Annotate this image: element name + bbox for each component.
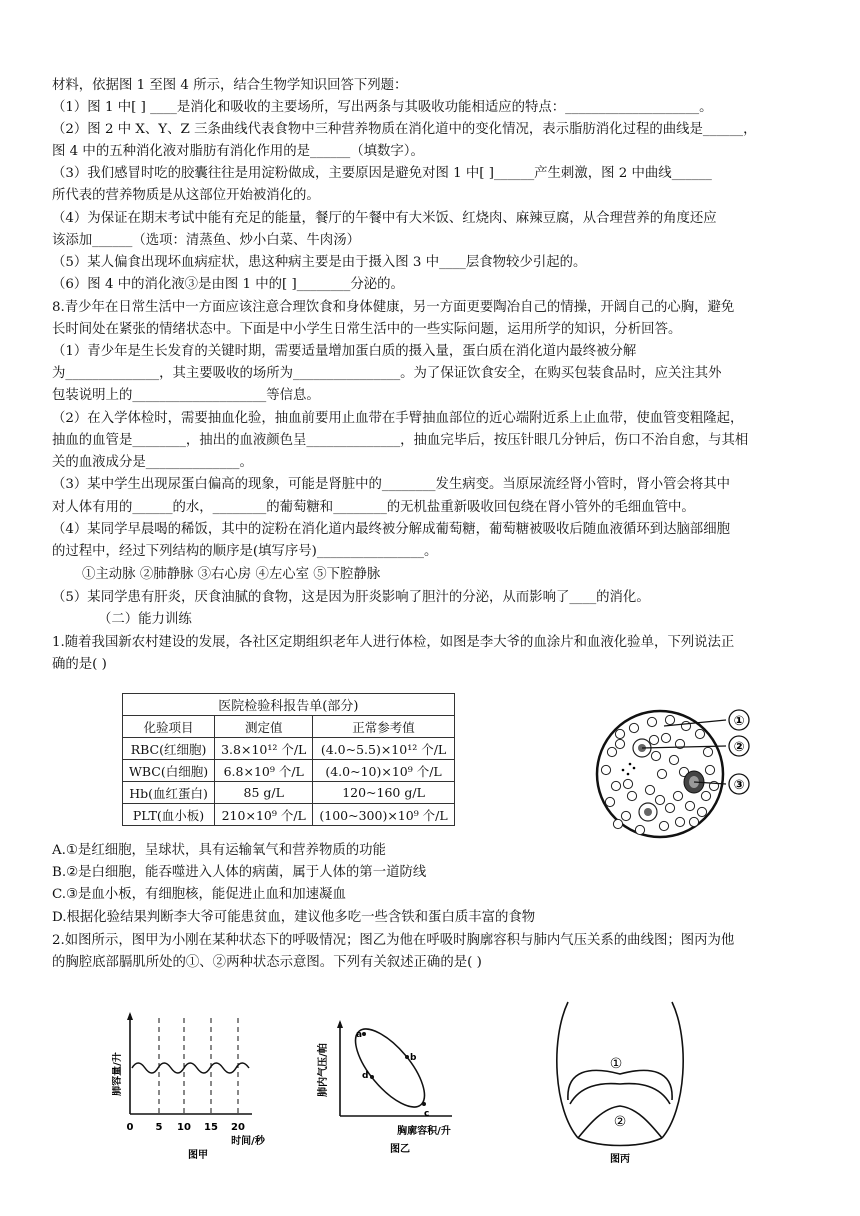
- red-blood-cell: [665, 715, 674, 724]
- question-line: 的胸腔底部膈肌所处的①、②两种状态示意图。下列有关叙述正确的是( ): [52, 955, 482, 970]
- red-blood-cell: [649, 735, 658, 744]
- red-blood-cell: [629, 723, 638, 732]
- figure-jia: [112, 1012, 277, 1162]
- state-label-2: ②: [613, 1114, 627, 1130]
- table-row: [123, 760, 455, 782]
- red-blood-cell: [675, 817, 684, 826]
- red-blood-cell: [661, 733, 670, 742]
- question-line: 1.随着我国新农村建设的发展，各社区定期组织老年人进行体检，如图是李大爷的血涂片和血液化验单，下列说法正: [52, 635, 735, 650]
- option-d: D.根据化验结果判断李大爷可能患贫血，建议他多吃一些含铁和蛋白质丰富的食物: [52, 910, 536, 925]
- question-line: （1）图 1 中[ ] ____是消化和吸收的主要场所，写出两条与其吸收功能相适应的特点：____________________。: [52, 100, 713, 115]
- question-line: （5）某人偏食出现坏血病症状，患这种病主要是由于摄入图 3 中____层食物较少引起的。: [52, 255, 587, 270]
- point-d: d: [362, 1071, 369, 1081]
- cell-nucleus: [644, 808, 652, 816]
- question-line: 8.青少年在日常生活中一方面应该注意合理饮食和身体健康，另一方面更要陶冶自己的情操，开阔自己的心胸，避免: [52, 300, 735, 315]
- red-blood-cell: [601, 765, 610, 774]
- red-blood-cell: [689, 817, 698, 826]
- y-axis-label: 肺容量/升: [112, 1052, 123, 1096]
- tick-label: 0: [126, 1122, 134, 1133]
- red-blood-cell: [673, 791, 682, 800]
- question-line: （6）图 4 中的消化液③是由图 1 中的[ ]________分泌的。: [52, 277, 404, 292]
- state-label-1: ①: [609, 1056, 623, 1072]
- red-blood-cell: [627, 791, 636, 800]
- table-cell: Hb(血红蛋白): [123, 782, 215, 804]
- x-axis-label: 时间/秒: [231, 1136, 265, 1147]
- red-blood-cell: [705, 765, 714, 774]
- table-caption: 医院检验科报告单(部分): [123, 694, 455, 716]
- table-cell: RBC(红细胞): [123, 738, 215, 760]
- point-a: a: [356, 1030, 363, 1040]
- tick-label: 20: [231, 1122, 245, 1133]
- question-line: （5）某同学患有肝炎，厌食油腻的食物，这是因为肝炎影响了胆汁的分泌，从而影响了____的消化。: [52, 590, 650, 605]
- figure-yi: [312, 1020, 472, 1160]
- red-blood-cell: [621, 811, 630, 820]
- red-blood-cell: [655, 795, 664, 804]
- sequence-options: ①主动脉 ②肺静脉 ③右心房 ④左心室 ⑤下腔静脉: [82, 567, 381, 582]
- table-cell: (4.0~5.5)×10¹² 个/L: [313, 738, 454, 760]
- question-line: （2）图 2 中 X、Y、Z 三条曲线代表食物中三种营养物质在消化道中的变化情况，表示脂肪消化过程的曲线是______，: [52, 122, 757, 137]
- red-blood-cell: [695, 729, 704, 738]
- question-line: 为______________，其主要吸收的场所为________________。为了保证饮食安全，在购买包装食品时，应关注其外: [52, 366, 722, 381]
- table-row: [123, 782, 455, 804]
- table-cell: 120~160 g/L: [313, 782, 454, 804]
- question-line: 抽血的血管是________，抽出的血液颜色呈______________，抽血完毕后，按压针眼几分钟后，伤口不治自愈，与其相: [52, 433, 749, 448]
- red-blood-cell: [645, 785, 654, 794]
- x-axis-label: 胸廓容积/升: [397, 1126, 451, 1137]
- intro-line: 材料，依据图 1 至图 4 所示，结合生物学知识回答下列题：: [52, 78, 408, 93]
- question-line: 图 4 中的五种消化液对脂肪有消化作用的是______（填数字）。: [52, 144, 424, 159]
- question-line: （3）某中学生出现尿蛋白偏高的现象，可能是肾脏中的________发生病变。当原尿流经肾小管时，肾小管会将其中: [52, 477, 731, 492]
- option-b: B.②是白细胞，能吞噬进入人体的病菌，属于人体的第一道防线: [52, 865, 427, 880]
- table-row: [123, 738, 455, 760]
- table-cell: 6.8×10⁹ 个/L: [215, 760, 313, 782]
- question-line: 该添加______（选项：清蒸鱼、炒小白菜、牛肉汤）: [52, 233, 360, 248]
- question-line: 对人体有用的______的水，________的葡萄糖和________的无机盐重新吸收回包绕在肾小管外的毛细血管中。: [52, 500, 695, 515]
- red-blood-cell: [623, 779, 632, 788]
- question-line: 关的血液成分是______________。: [52, 455, 253, 470]
- red-blood-cell: [607, 747, 616, 756]
- red-blood-cell: [697, 807, 706, 816]
- red-blood-cell: [613, 819, 622, 828]
- table-header: 化验项目: [123, 716, 215, 738]
- red-blood-cell: [615, 739, 624, 748]
- point-c: c: [424, 1109, 430, 1119]
- table-cell: (100~300)×10⁹ 个/L: [313, 804, 454, 826]
- question-line: 所代表的营养物质是从这部位开始被消化的。: [52, 188, 320, 203]
- question-line: 的过程中，经过下列结构的顺序是(填写序号)________________。: [52, 544, 438, 559]
- red-blood-cell: [611, 781, 620, 790]
- label-1: ①: [733, 714, 745, 729]
- question-line: （2）在入学体检时，需要抽血化验，抽血前要用止血带在手臂抽血部位的近心端附近系上止血带，使血管变粗隆起，: [52, 411, 744, 426]
- table-cell: 210×10⁹ 个/L: [215, 804, 313, 826]
- tick-label: 10: [177, 1122, 191, 1133]
- table-header: 测定值: [215, 716, 313, 738]
- table-cell: WBC(白细胞): [123, 760, 215, 782]
- red-blood-cell: [685, 801, 694, 810]
- figure-caption: 图甲: [188, 1150, 208, 1161]
- label-2: ②: [733, 740, 745, 755]
- figure-bing: [550, 1000, 690, 1166]
- option-a: A.①是红细胞，呈球状，具有运输氧气和营养物质的功能: [52, 843, 386, 858]
- question-line: 包装说明上的____________________等信息。: [52, 388, 320, 403]
- red-blood-cell: [657, 769, 666, 778]
- lab-report-table: [122, 693, 455, 826]
- section-heading: （二）能力训练: [98, 612, 192, 627]
- table-cell: 85 g/L: [215, 782, 313, 804]
- table-cell: PLT(血小板): [123, 804, 215, 826]
- tick-label: 15: [204, 1122, 218, 1133]
- figure-caption: 图乙: [390, 1144, 410, 1155]
- red-blood-cell: [703, 747, 712, 756]
- question-line: 确的是( ): [52, 657, 107, 672]
- point-b: b: [410, 1053, 417, 1063]
- red-blood-cell: [635, 825, 644, 834]
- red-blood-cell: [605, 797, 614, 806]
- red-blood-cell: [647, 717, 656, 726]
- table-header: 正常参考值: [313, 716, 454, 738]
- red-blood-cell: [701, 791, 710, 800]
- option-c: C.③是血小板，有细胞核，能促进止血和加速凝血: [52, 887, 346, 902]
- red-blood-cell: [651, 751, 660, 760]
- question-line: （4）为保证在期末考试中能有充足的能量，餐厅的午餐中有大米饭、红烧肉、麻辣豆腐，从合理营养的角度还应: [52, 211, 717, 226]
- question-line: （3）我们感冒时吃的胶囊往往是用淀粉做成，主要原因是避免对图 1 中[ ]______产生刺激，图 2 中曲线______: [52, 166, 712, 181]
- red-blood-cell: [681, 721, 690, 730]
- question-line: 2.如图所示，图甲为小刚在某种状态下的呼吸情况；图乙为他在呼吸时胸廓容积与肺内气压关系的曲线图；图丙为他: [52, 933, 735, 948]
- question-line: （1）青少年是生长发育的关键时期，需要适量增加蛋白质的摄入量，蛋白质在消化道内最终被分解: [52, 344, 637, 359]
- red-blood-cell: [665, 803, 674, 812]
- question-line: （4）某同学早晨喝的稀饭，其中的淀粉在消化道内最终被分解成葡萄糖，葡萄糖被吸收后随血液循环到达脑部细胞: [52, 522, 731, 537]
- table-cell: (4.0~10)×10⁹ 个/L: [313, 760, 454, 782]
- table-cell: 3.8×10¹² 个/L: [215, 738, 313, 760]
- red-blood-cell: [615, 729, 624, 738]
- red-blood-cell: [669, 755, 678, 764]
- blood-smear-diagram: [590, 704, 780, 849]
- label-3: ③: [733, 778, 745, 793]
- table-row: [123, 804, 455, 826]
- y-axis-label: 肺内气压/帕: [318, 1043, 329, 1097]
- red-blood-cell: [659, 821, 668, 830]
- tick-label: 5: [155, 1122, 163, 1133]
- question-line: 长时间处在紧张的情绪状态中。下面是中小学生日常生活中的一些实际问题，运用所学的知识，分析回答。: [52, 322, 682, 337]
- figure-caption: 图丙: [610, 1154, 630, 1165]
